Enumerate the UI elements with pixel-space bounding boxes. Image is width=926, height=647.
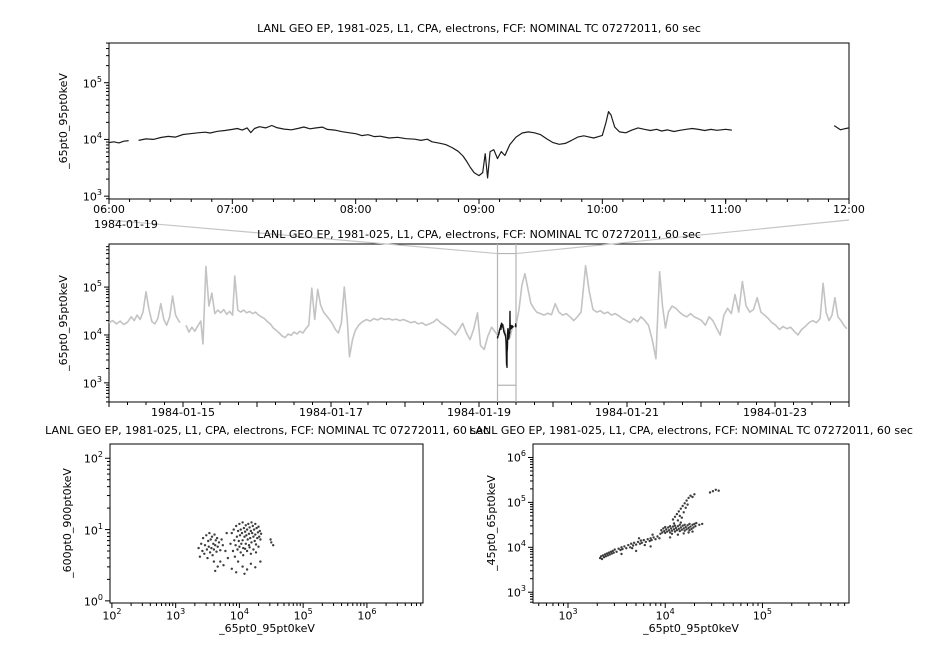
- scatter-right-x-axis-label: _65pt0_95pt0keV: [643, 622, 739, 635]
- x-tick-label: $10^4$: [655, 607, 675, 623]
- y-tick-label: $10^0$: [83, 592, 103, 609]
- y-tick-label: $10^2$: [83, 450, 103, 466]
- context-y-axis-label: _65pt0_95pt0keV: [57, 275, 70, 371]
- x-tick-label: 11:00: [709, 203, 742, 216]
- x-tick-label: $10^3$: [558, 607, 578, 623]
- y-tick-label: $10^1$: [83, 521, 103, 538]
- x-tick-label: $10^6$: [357, 607, 377, 623]
- scatter-left-y-axis-label: _600pt0_900pt0keV: [61, 468, 74, 578]
- scatter-right-y-axis-label: _45pt0_65pt0keV: [485, 475, 498, 571]
- x-tick-label: 1984-01-17: [299, 406, 363, 419]
- y-tick-label: $10^3$: [506, 584, 526, 600]
- x-tick-label: $10^3$: [166, 607, 186, 623]
- y-tick-label: $10^5$: [82, 74, 102, 91]
- x-tick-label: $10^5$: [752, 607, 772, 623]
- y-tick-label: $10^3$: [82, 374, 102, 391]
- x-tick-label: 08:00: [339, 203, 372, 216]
- x-tick-label: 1984-01-19: [447, 406, 511, 419]
- top-panel-title: LANL GEO EP, 1981-025, L1, CPA, electrons, FCF: NOMINAL TC 07272011, 60 sec: [257, 22, 701, 35]
- x-tick-label: 1984-01-21: [595, 406, 659, 419]
- x-tick-label: $10^5$: [293, 607, 313, 623]
- x-tick-label: $10^2$: [102, 607, 122, 623]
- y-tick-label: $10^5$: [506, 494, 526, 511]
- top-time-series-plot-area[interactable]: [109, 43, 849, 199]
- x-tick-label: 10:00: [586, 203, 619, 216]
- y-tick-label: $10^4$: [82, 326, 102, 343]
- y-tick-label: $10^3$: [82, 188, 102, 204]
- scatter-right-plot-area[interactable]: [533, 444, 849, 603]
- y-tick-label: $10^5$: [82, 279, 102, 295]
- top-x-axis-date-label: 1984-01-19: [94, 218, 158, 231]
- x-tick-label: 09:00: [463, 203, 495, 216]
- x-tick-label: 07:00: [216, 203, 249, 216]
- x-tick-label: 1984-01-15: [151, 406, 215, 419]
- x-tick-label: $10^4$: [229, 607, 249, 623]
- x-tick-label: 1984-01-23: [743, 406, 807, 419]
- y-tick-label: $10^6$: [506, 449, 526, 466]
- top-y-axis-label: _65pt0_95pt0keV: [57, 73, 70, 169]
- scatter-left-x-axis-label: _65pt0_95pt0keV: [219, 622, 315, 635]
- y-tick-label: $10^4$: [506, 539, 526, 555]
- scatter-right-title: LANL GEO EP, 1981-025, L1, CPA, electrons, FCF: NOMINAL TC 07272011, 60 sec: [469, 424, 913, 437]
- scatter-left-plot-area[interactable]: [110, 444, 423, 603]
- context-overview-plot-area[interactable]: [109, 244, 849, 402]
- scatter-left-title: LANL GEO EP, 1981-025, L1, CPA, electrons, FCF: NOMINAL TC 07272011, 60 sec: [45, 424, 489, 437]
- x-tick-label: 06:00: [93, 203, 125, 216]
- y-tick-label: $10^4$: [82, 131, 102, 148]
- x-tick-label: 12:00: [833, 203, 865, 216]
- context-panel-title: LANL GEO EP, 1981-025, L1, CPA, electrons, FCF: NOMINAL TC 07272011, 60 sec: [257, 228, 701, 241]
